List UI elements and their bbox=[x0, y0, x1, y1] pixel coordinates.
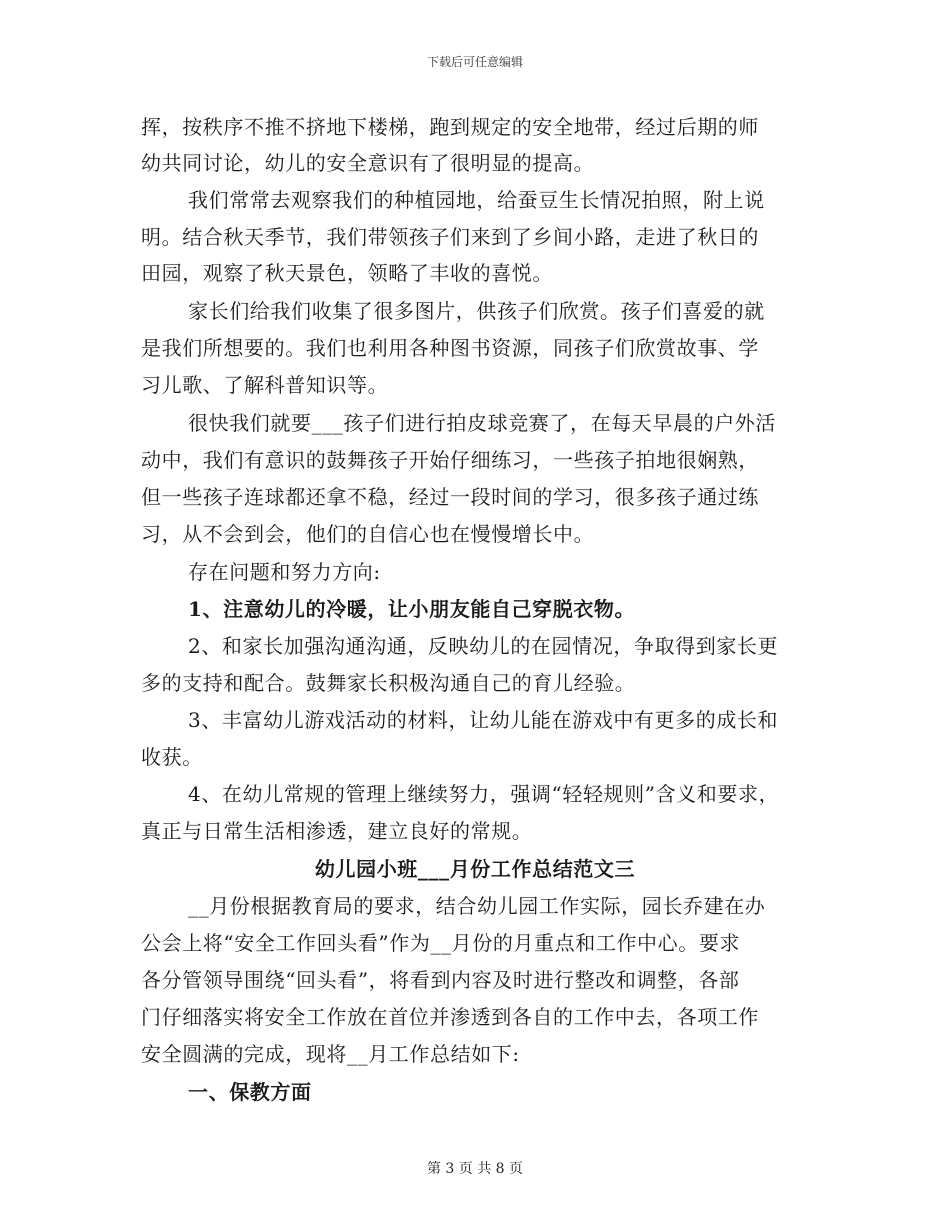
paragraph-line: 门仔细落实将安全工作放在首位并渗透到各自的工作中去，各项工作 bbox=[141, 1005, 759, 1029]
page-footer: 第 3 页 共 8 页 bbox=[426, 1161, 524, 1177]
list-item-continued: 真正与日常生活相渗透，建立良好的常规。 bbox=[141, 819, 533, 843]
list-item: 2、和家长加强沟通沟通，反映幼儿的在园情况，争取得到家长更 bbox=[188, 634, 779, 658]
paragraph-line: 田园，观察了秋天景色，领略了丰收的喜悦。 bbox=[141, 261, 553, 285]
paragraph-line: 习，从不会到会，他们的自信心也在慢慢增长中。 bbox=[141, 522, 595, 546]
list-item: 4、在幼儿常规的管理上继续努力，强调“轻轻规则”含义和要求， bbox=[188, 782, 780, 806]
paragraph-line: 公会上将“安全工作回头看”作为__月份的月重点和工作中心。要求 bbox=[141, 931, 741, 955]
list-item-continued: 收获。 bbox=[141, 745, 203, 769]
paragraph-line: 很快我们就要___孩子们进行拍皮球竞赛了，在每天早晨的户外活 bbox=[188, 411, 776, 435]
subsection-heading: 一、保教方面 bbox=[188, 1080, 312, 1104]
paragraph-line: 我们常常去观察我们的种植园地，给蚕豆生长情况拍照，附上说 bbox=[188, 188, 765, 212]
paragraph-line: 是我们所想要的。我们也利用各种图书资源，同孩子们欣赏故事、学 bbox=[141, 336, 759, 360]
page-header: 下载后可任意编辑 bbox=[426, 55, 523, 69]
list-item-continued: 多的支持和配合。鼓舞家长积极沟通自己的育儿经验。 bbox=[141, 671, 636, 695]
section-title: 幼儿园小班___月份工作总结范文三 bbox=[314, 857, 636, 881]
paragraph-line: 挥，按秩序不推不挤地下楼梯，跑到规定的安全地带，经过后期的师 bbox=[141, 115, 759, 139]
paragraph-line: 安全圆满的完成，现将__月工作总结如下: bbox=[141, 1042, 520, 1066]
paragraph-line: 明。结合秋天季节，我们带领孩子们来到了乡间小路，走进了秋日的 bbox=[141, 225, 759, 249]
paragraph-line: 动中，我们有意识的鼓舞孩子开始仔细练习，一些孩子拍地很娴熟， bbox=[141, 448, 759, 472]
paragraph-line: 家长们给我们收集了很多图片，供孩子们欣赏。孩子们喜爱的就 bbox=[188, 299, 765, 323]
paragraph-line: 幼共同讨论，幼儿的安全意识有了很明显的提高。 bbox=[141, 151, 595, 175]
paragraph-line: 习儿歌、了解科普知识等。 bbox=[141, 373, 389, 397]
paragraph-line: 各分管领导围绕“回头看”，将看到内容及时进行整改和调整，各部 bbox=[141, 968, 740, 992]
section-label: 存在问题和努力方向: bbox=[188, 560, 381, 584]
paragraph-line: 但一些孩子连球都还拿不稳，经过一段时间的学习，很多孩子通过练 bbox=[141, 485, 759, 509]
list-item-bold: 1、注意幼儿的冷暖，让小朋友能自己穿脱衣物。 bbox=[188, 597, 636, 621]
paragraph-line: __月份根据教育局的要求，结合幼儿园工作实际，园长乔建在办 bbox=[188, 894, 766, 918]
list-item: 3、丰富幼儿游戏活动的材料，让幼儿能在游戏中有更多的成长和 bbox=[188, 708, 779, 732]
